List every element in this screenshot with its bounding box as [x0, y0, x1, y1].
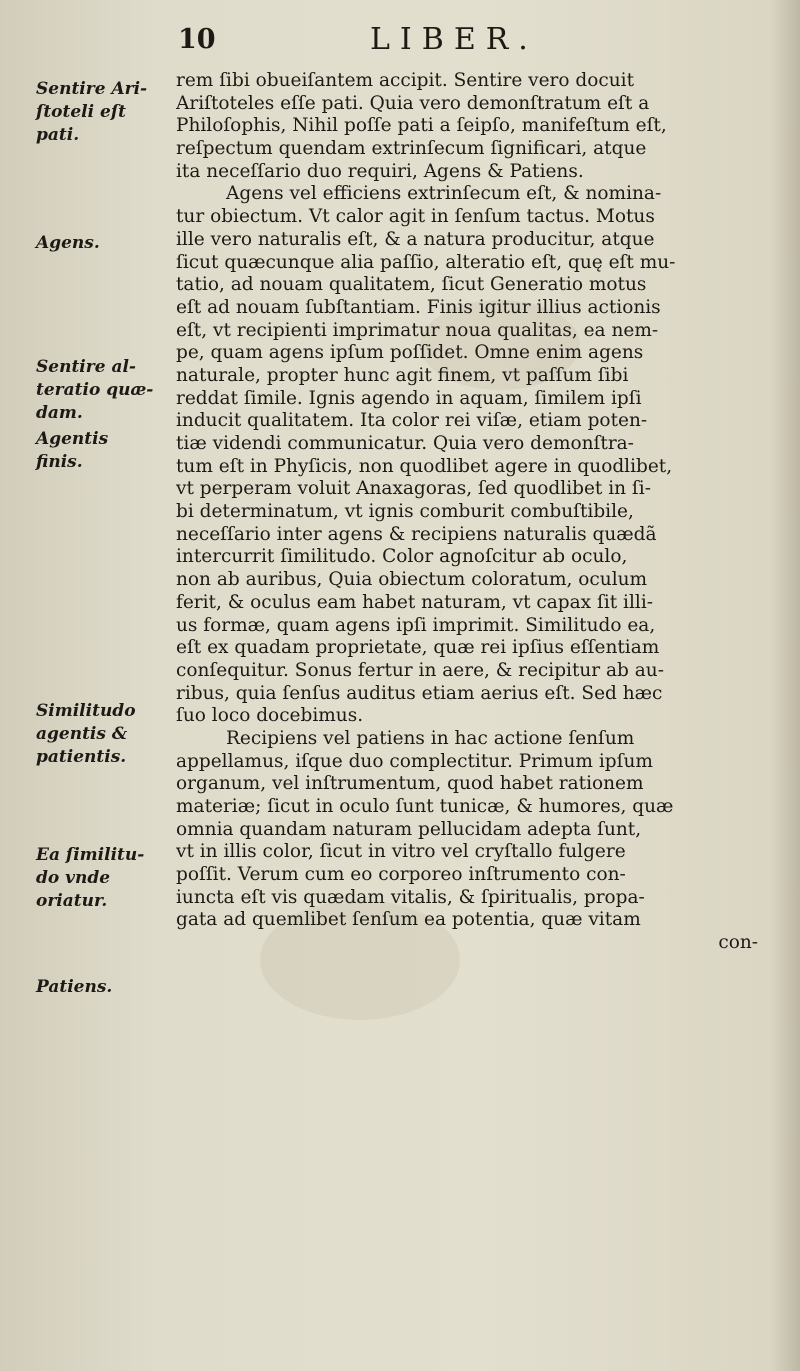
text-line: con-: [718, 932, 758, 954]
text-line: tatio, ad nouam qualitatem, ſicut Generatio motus: [176, 274, 647, 296]
margin-note: Similitudo agentis & patientis.: [36, 701, 136, 767]
text-line: ille vero naturalis eſt, & a natura producitur, atque: [176, 228, 655, 250]
text-line: ribus, quia ſenſus auditus etiam aerius eſt. Sed hæc: [176, 682, 663, 704]
text-line: organum, vel inſtrumentum, quod habet rationem: [176, 773, 644, 795]
text-line: vt in illis color, ſicut in vitro vel cryſtallo fulgere: [176, 841, 626, 863]
text-line: conſequitur. Sonus fertur in aere, & recipitur ab au-: [176, 659, 664, 681]
text-line: tum eſt in Phyſicis, non quodlibet agere in quodlibet,: [176, 455, 673, 477]
text-line: eſt ad nouam ſubſtantiam. Finis igitur illius actionis: [176, 296, 661, 318]
text-line: inducit qualitatem. Ita color rei viſæ, etiam poten-: [176, 410, 648, 432]
text-line: poſſit. Verum cum eo corporeo inſtrumento con-: [176, 864, 626, 886]
text-line: ferit, & oculus eam habet naturam, vt capax ſit illi-: [176, 591, 653, 613]
margin-note: Patiens.: [36, 977, 113, 997]
text-line: reſpectum quendam extrinſecum ſignificari, atque: [176, 138, 647, 160]
text-line: appellamus, iſque duo complectitur. Primum ipſum: [176, 750, 653, 772]
margin-note: Agens.: [36, 233, 100, 253]
text-line: Recipiens vel patiens in hac actione ſenſum: [226, 727, 635, 749]
page-edge-shadow: [770, 0, 800, 1371]
page-number: 10: [178, 24, 216, 55]
text-line: Ariſtoteles eſſe pati. Quia vero demonſtratum eſt a: [176, 92, 650, 114]
page-header: [0, 22, 800, 70]
text-line: materiæ; ſicut in oculo ſunt tunicæ, & humores, quæ: [176, 796, 674, 817]
text-line: iuncta eſt vis quædam vitalis, & ſpiritualis, propa-: [176, 886, 645, 908]
text-line: ſuo loco docebimus.: [176, 705, 364, 727]
running-head: LIBER.: [370, 22, 538, 57]
margin-note: Sentire Ari- ſtoteli eſt pati.: [36, 79, 148, 145]
text-line: pe, quam agens ipſum poſſidet. Omne enim agens: [176, 342, 644, 364]
margin-note: Sentire al- teratio quæ- dam.: [36, 357, 154, 423]
text-line: ſicut quæcunque alia paſſio, alteratio eſt, quę eſt mu-: [176, 251, 676, 273]
text-line: non ab auribus, Quia obiectum coloratum, oculum: [176, 569, 648, 591]
text-line: omnia quandam naturam pellucidam adepta ſunt,: [176, 818, 642, 840]
text-line: gata ad quemlibet ſenſum ea potentia, quæ vitam: [176, 909, 641, 931]
main-text: [176, 70, 770, 955]
text-line: eſt, vt recipienti imprimatur noua qualitas, ea nem-: [176, 319, 659, 341]
text-line: bi determinatum, vt ignis comburit combuſtibile,: [176, 501, 634, 523]
text-line: vt perperam voluit Anaxagoras, ſed quodlibet in ſi-: [176, 478, 651, 500]
margin-note: Ea ſimilitu- do vnde oriatur.: [36, 845, 145, 911]
text-line: rem ſibi obueiſantem accipit. Sentire vero docuit: [176, 70, 635, 91]
text-line: eſt ex quadam proprietate, quæ rei ipſius eſſentiam: [176, 637, 660, 659]
text-line: ita neceſſario duo requiri, Agens & Patiens.: [176, 160, 584, 182]
text-line: intercurrit ſimilitudo. Color agnoſcitur ab oculo,: [176, 546, 628, 568]
text-line: tur obiectum. Vt calor agit in ſenſum tactus. Motus: [176, 206, 655, 228]
text-line: neceſſario inter agens & recipiens naturalis quædã: [176, 523, 657, 545]
text-line: Philoſophis, Nihil poſſe pati a ſeipſo, manifeſtum eſt,: [176, 115, 667, 137]
text-line: tiæ videndi communicatur. Quia vero demonſtra-: [176, 433, 634, 454]
text-line: reddat ſimile. Ignis agendo in aquam, ſimilem ipſi: [176, 387, 642, 409]
text-line: naturale, propter hunc agit finem, vt paſſum ſibi: [176, 364, 629, 386]
margin-note: Agentis finis.: [36, 429, 109, 472]
text-line: Agens vel efficiens extrinſecum eſt, & nomina-: [226, 183, 662, 205]
text-line: us formæ, quam agens ipſi imprimit. Similitudo ea,: [176, 614, 656, 636]
